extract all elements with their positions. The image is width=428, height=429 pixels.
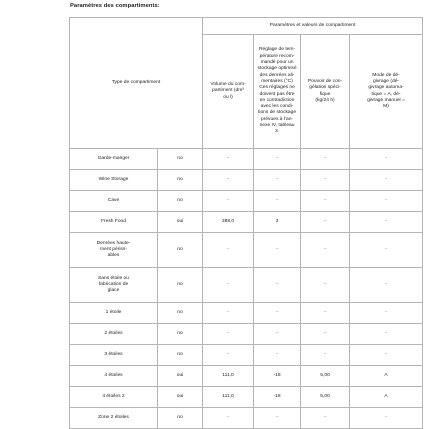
presence-cell: oui <box>158 387 203 408</box>
table-row <box>70 191 423 212</box>
presence-cell: no <box>158 345 203 366</box>
compartment-name: Garde-manger <box>70 149 158 170</box>
defrost-mode-cell: - <box>350 268 423 303</box>
freezing-capacity-cell: - <box>301 345 350 366</box>
defrost-mode-cell: - <box>350 408 423 429</box>
compartment-name: 4 étoiles 2 <box>70 387 158 408</box>
freezing-capacity-cell: - <box>301 170 350 191</box>
freezing-capacity-cell: - <box>301 303 350 324</box>
temperature-cell: - <box>254 345 301 366</box>
presence-cell: oui <box>158 366 203 387</box>
compartment-name: Denrées haute- ment périss- ables <box>70 233 158 268</box>
temperature-cell: - <box>254 268 301 303</box>
presence-cell: no <box>158 408 203 429</box>
volume-cell: - <box>203 149 254 170</box>
table-row <box>70 212 423 233</box>
table-row <box>70 149 423 170</box>
volume-cell: 388,0 <box>203 212 254 233</box>
table-row <box>70 170 423 191</box>
table-row <box>70 387 423 408</box>
defrost-mode-cell: - <box>350 149 423 170</box>
volume-cell: 111,0 <box>203 366 254 387</box>
freezing-capacity-header: Pouvoir de con- gélation spéci- fique (kg/24 h) <box>301 35 350 149</box>
freezing-capacity-cell: - <box>301 191 350 212</box>
compartment-name: Sans étoile ou fabrication de glace <box>70 268 158 303</box>
freezing-capacity-cell: 5,00 <box>301 366 350 387</box>
volume-cell: - <box>203 268 254 303</box>
presence-cell: no <box>158 191 203 212</box>
compartment-parameters-table <box>69 17 423 429</box>
presence-cell: no <box>158 303 203 324</box>
compartment-name: Wine Storage <box>70 170 158 191</box>
temperature-cell: - <box>254 303 301 324</box>
freezing-capacity-cell: - <box>301 233 350 268</box>
table-row <box>70 233 423 268</box>
table-row <box>70 303 423 324</box>
defrost-mode-header: Mode de dé- givrage (dé- givrage automa- tique = A, dé- givrage manuel = M) <box>350 35 423 149</box>
presence-cell: no <box>158 268 203 303</box>
defrost-mode-cell: - <box>350 191 423 212</box>
temperature-cell: -18 <box>254 366 301 387</box>
temperature-cell: - <box>254 324 301 345</box>
volume-cell: 111,0 <box>203 387 254 408</box>
defrost-mode-cell: - <box>350 345 423 366</box>
presence-cell: no <box>158 324 203 345</box>
volume-cell: - <box>203 303 254 324</box>
freezing-capacity-cell: 5,00 <box>301 387 350 408</box>
volume-cell: - <box>203 345 254 366</box>
freezing-capacity-cell: - <box>301 408 350 429</box>
compartment-name: Fresh Food <box>70 212 158 233</box>
compartment-type-header: Type de compartiment <box>70 18 203 149</box>
compartment-name: 3 étoiles <box>70 345 158 366</box>
section-title: Paramètres des compartiments: <box>70 3 160 9</box>
table-row <box>70 268 423 303</box>
volume-header: Volume du com- partiment (dm³ ou l) <box>203 35 254 149</box>
table-row <box>70 366 423 387</box>
temperature-cell: - <box>254 191 301 212</box>
table-row <box>70 345 423 366</box>
volume-cell: - <box>203 170 254 191</box>
temperature-cell: - <box>254 233 301 268</box>
temperature-cell: - <box>254 170 301 191</box>
parameters-group-header: Paramètres et valeurs de compartiment <box>203 18 423 35</box>
volume-cell: - <box>203 324 254 345</box>
temperature-cell: - <box>254 149 301 170</box>
defrost-mode-cell: - <box>350 303 423 324</box>
temperature-cell: - <box>254 408 301 429</box>
defrost-mode-cell: - <box>350 324 423 345</box>
freezing-capacity-cell: - <box>301 324 350 345</box>
volume-cell: - <box>203 191 254 212</box>
defrost-mode-cell: A <box>350 366 423 387</box>
temperature-cell: 3 <box>254 212 301 233</box>
presence-cell: no <box>158 233 203 268</box>
presence-cell: oui <box>158 212 203 233</box>
presence-cell: no <box>158 170 203 191</box>
table-header-row <box>70 18 423 35</box>
table-row <box>70 408 423 429</box>
presence-cell: no <box>158 149 203 170</box>
volume-cell: - <box>203 233 254 268</box>
defrost-mode-cell: A <box>350 387 423 408</box>
freezing-capacity-cell: - <box>301 268 350 303</box>
defrost-mode-cell: - <box>350 170 423 191</box>
compartment-name: 1 étoile <box>70 303 158 324</box>
compartment-name: Cave <box>70 191 158 212</box>
freezing-capacity-cell: - <box>301 212 350 233</box>
compartment-name: 4 étoiles <box>70 366 158 387</box>
freezing-capacity-cell: - <box>301 149 350 170</box>
table-row <box>70 324 423 345</box>
volume-cell: - <box>203 408 254 429</box>
defrost-mode-cell: - <box>350 233 423 268</box>
temperature-header: Réglage de tem- pérature recom- mandé pour un stockage optimisé des denrées ali- mentaires (°C) Ces réglages ne doivent pas être en contradiction avec les condi- tions de stockage prévues à l’an- nexe IV, tableau 3. <box>254 35 301 149</box>
compartment-name: Zone 2 étoiles <box>70 408 158 429</box>
defrost-mode-cell: - <box>350 212 423 233</box>
compartment-name: 2 étoiles <box>70 324 158 345</box>
temperature-cell: -18 <box>254 387 301 408</box>
